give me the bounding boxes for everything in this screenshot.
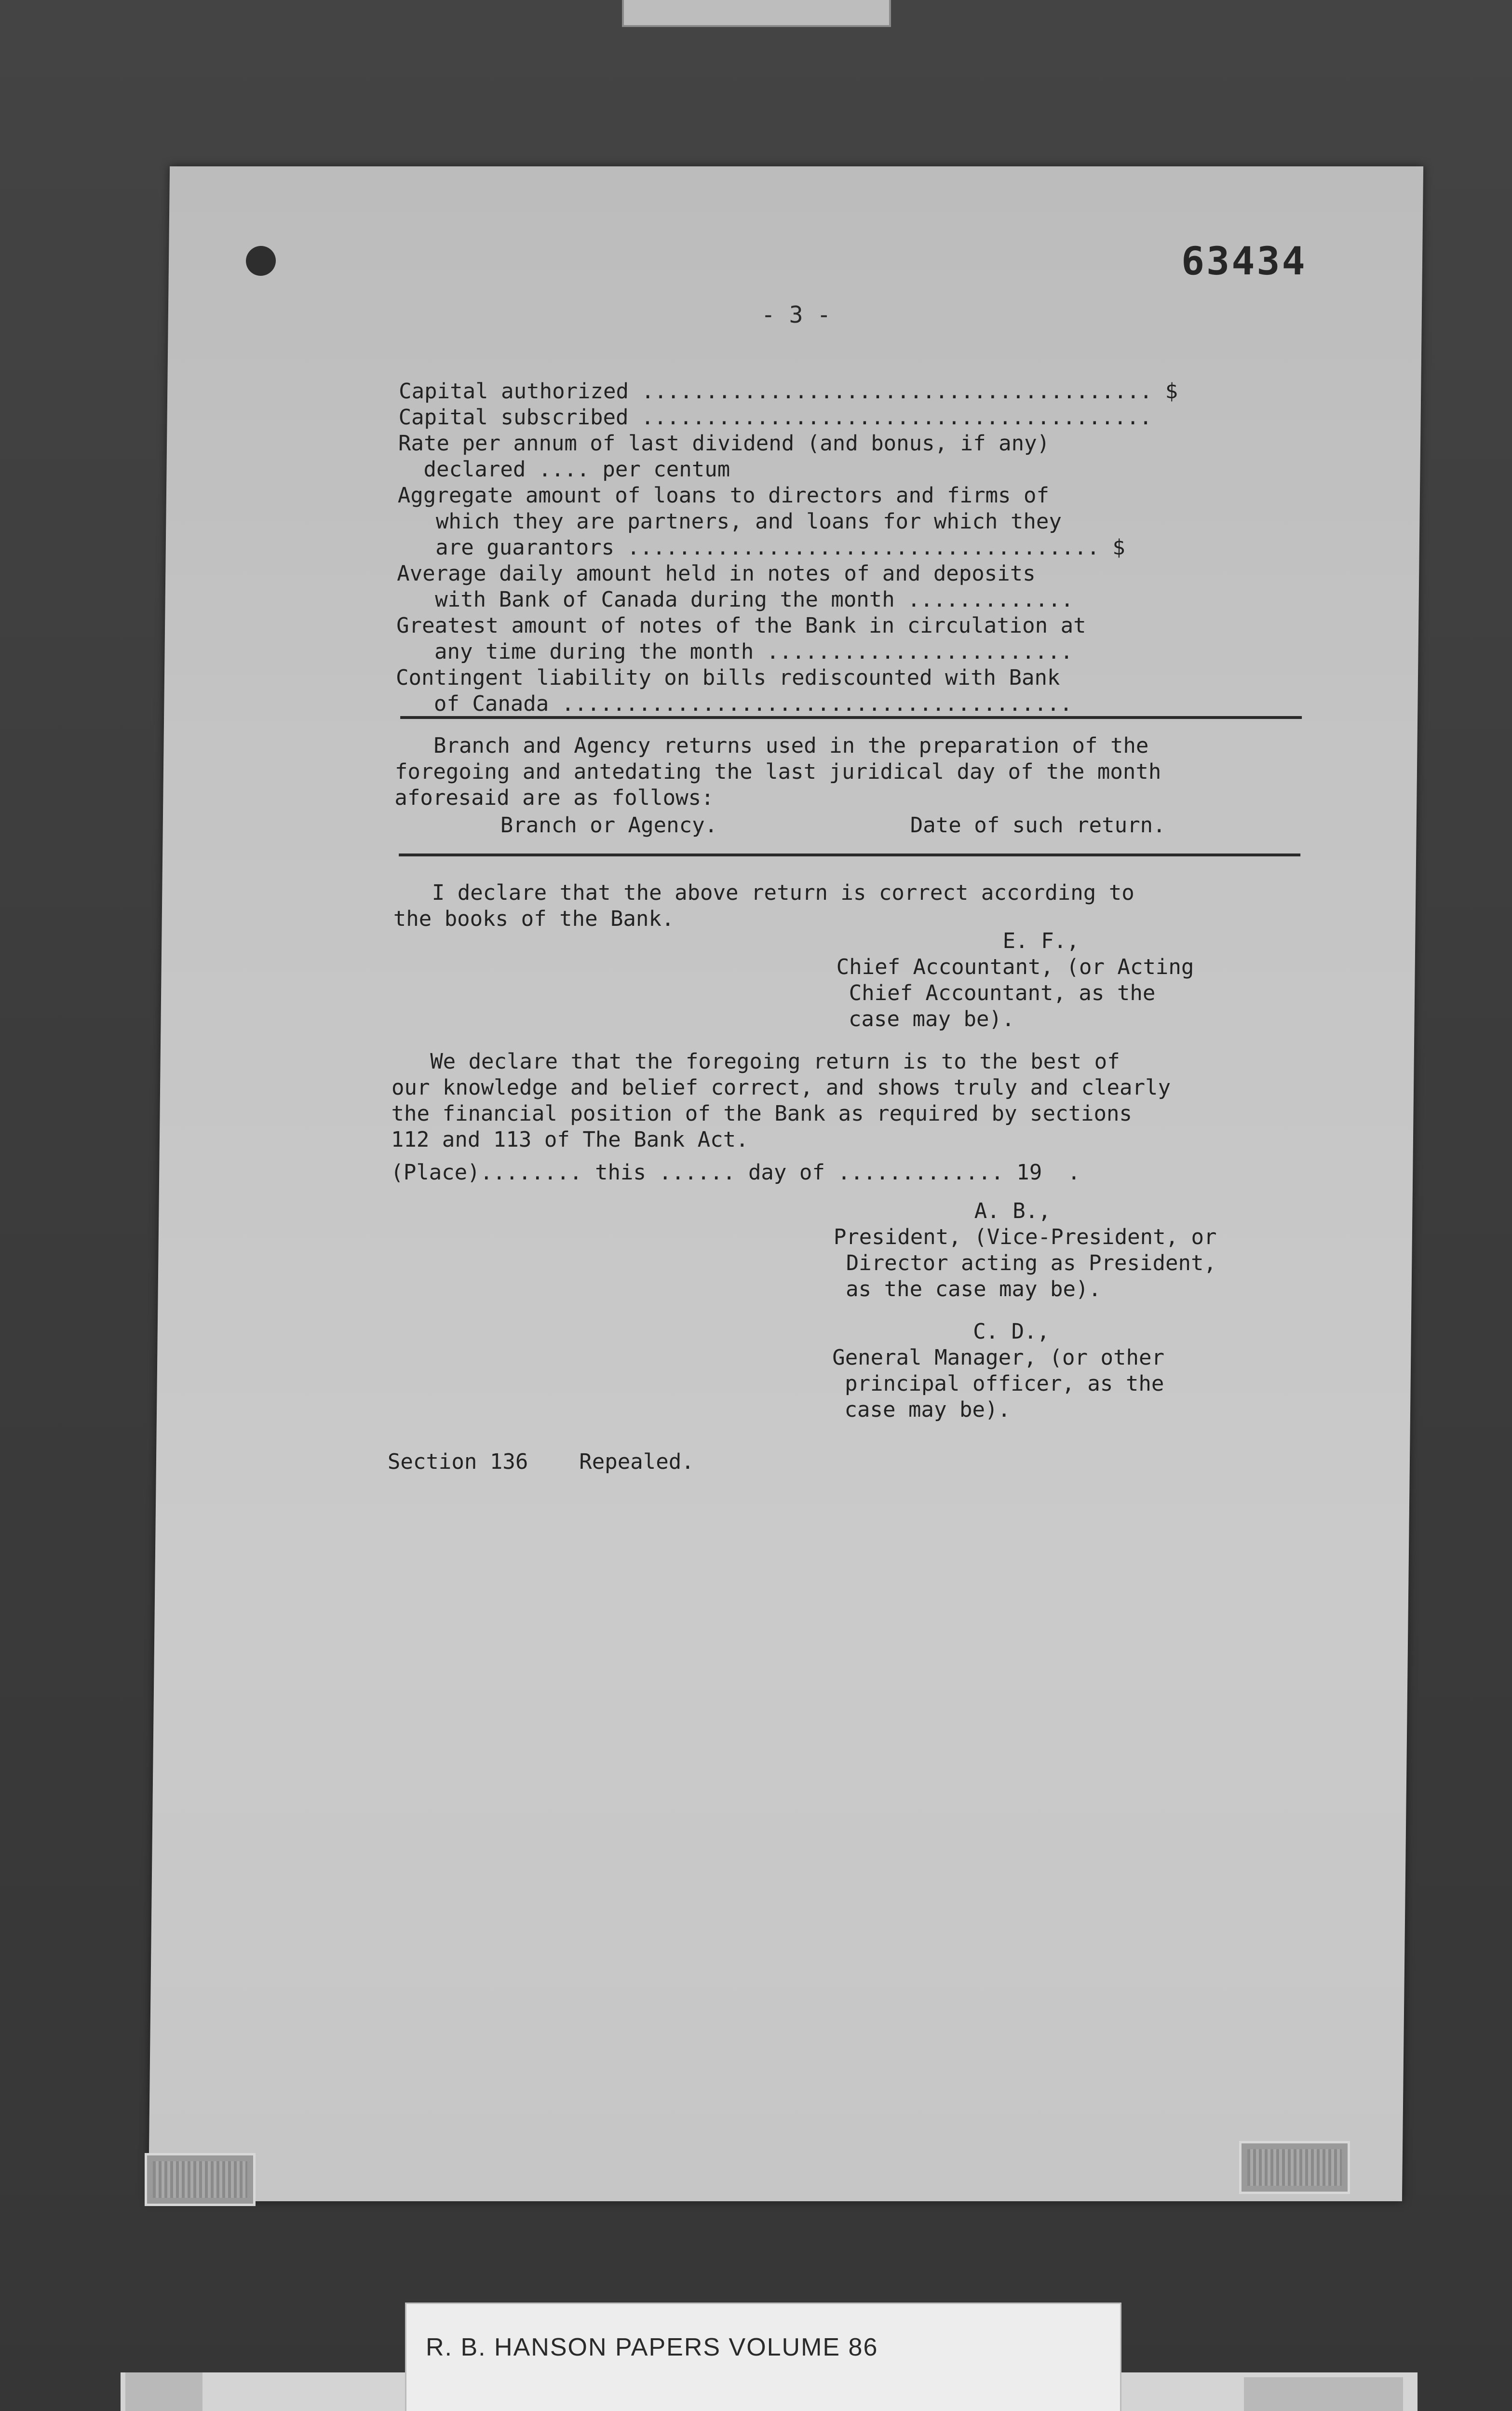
page-clip-right (1239, 2141, 1350, 2194)
branch-column-2: Date of such return. (910, 813, 1166, 838)
tape (125, 2372, 202, 2411)
declaration-directors (391, 1049, 1171, 1153)
declaration-directors-line: 112 and 113 of The Bank Act. (391, 1127, 749, 1152)
branch-paragraph-line: Branch and Agency returns used in the preparation of the (395, 733, 1149, 758)
returns-field-line: any time during the month ........................ (396, 639, 1073, 664)
returns-field-line: Capital subscribed ........................................ (398, 405, 1152, 430)
returns-field-line: Capital authorized ........................................ $ (398, 379, 1178, 404)
signature-cd-line: C. D., (832, 1319, 1050, 1344)
returns-field-line: declared .... per centum (398, 457, 730, 482)
declaration-directors-line: the financial position of the Bank as required by sections (391, 1101, 1133, 1126)
branch-paragraph-line: aforesaid are as follows: (394, 786, 714, 810)
signature-block-ef (836, 928, 1194, 1032)
signature-ef-line: case may be). (836, 1007, 1015, 1031)
punch-hole (246, 246, 276, 276)
declaration-directors-line: We declare that the foregoing return is to the best of (392, 1049, 1120, 1074)
returns-field-line: which they are partners, and loans for which they (397, 509, 1062, 534)
top-clip (622, 0, 891, 27)
declaration-accountant-line: the books of the Bank. (393, 907, 675, 931)
returns-field-line: Greatest amount of notes of the Bank in circulation at (396, 613, 1086, 638)
signature-ef-line: Chief Accountant, (or Acting (836, 955, 1194, 979)
collection-label-text: R. B. HANSON PAPERS VOLUME 86 (426, 2333, 878, 2361)
page-clip-left (145, 2153, 256, 2206)
signature-ab-line: President, (Vice-President, or (833, 1225, 1217, 1249)
signature-cd-line: General Manager, (or other (832, 1345, 1165, 1370)
divider-rule (400, 716, 1302, 719)
returns-field-line: of Canada ........................................ (395, 691, 1073, 716)
returns-field-line: Average daily amount held in notes of and deposits (396, 561, 1036, 586)
branch-column-1: Branch or Agency. (500, 813, 718, 838)
returns-field-line: Rate per annum of last dividend (and bonus, if any) (398, 431, 1050, 456)
returns-field-line: with Bank of Canada during the month ............. (396, 587, 1074, 612)
divider-rule (399, 853, 1300, 856)
declaration-accountant (393, 880, 1134, 932)
declaration-directors-line: our knowledge and belief correct, and shows truly and clearly (391, 1075, 1171, 1100)
branch-paragraph (394, 733, 1161, 811)
signature-ef-line: Chief Accountant, as the (836, 981, 1156, 1005)
signature-block-cd (832, 1319, 1165, 1423)
stamp-number: 63434 (1181, 239, 1308, 284)
declaration-accountant-line: I declare that the above return is correct according to (393, 880, 1135, 905)
signature-ef-line: E. F., (837, 929, 1080, 953)
returns-fields (395, 379, 1178, 717)
signature-cd-line: case may be). (831, 1397, 1011, 1422)
signature-block-ab (833, 1198, 1217, 1302)
document-page (148, 166, 1423, 2201)
signature-ab-line: Director acting as President, (833, 1251, 1217, 1275)
returns-field-line: are guarantors ..................................... $ (397, 535, 1126, 560)
returns-field-line: Aggregate amount of loans to directors and firms of (397, 483, 1050, 508)
signature-cd-line: principal officer, as the (832, 1371, 1164, 1396)
tape (1244, 2377, 1403, 2411)
signature-ab-line: A. B., (834, 1199, 1052, 1223)
section-note: Section 136 Repealed. (387, 1449, 694, 1474)
returns-field-line: Contingent liability on bills rediscounted with Bank (395, 665, 1060, 690)
place-date-line: (Place)........ this ...... day of ............. 19 . (390, 1160, 1080, 1185)
branch-paragraph-line: foregoing and antedating the last juridical day of the month (394, 759, 1161, 784)
signature-ab-line: as the case may be). (833, 1277, 1102, 1301)
page-marker: - 3 - (761, 301, 831, 328)
collection-label (405, 2303, 1121, 2411)
